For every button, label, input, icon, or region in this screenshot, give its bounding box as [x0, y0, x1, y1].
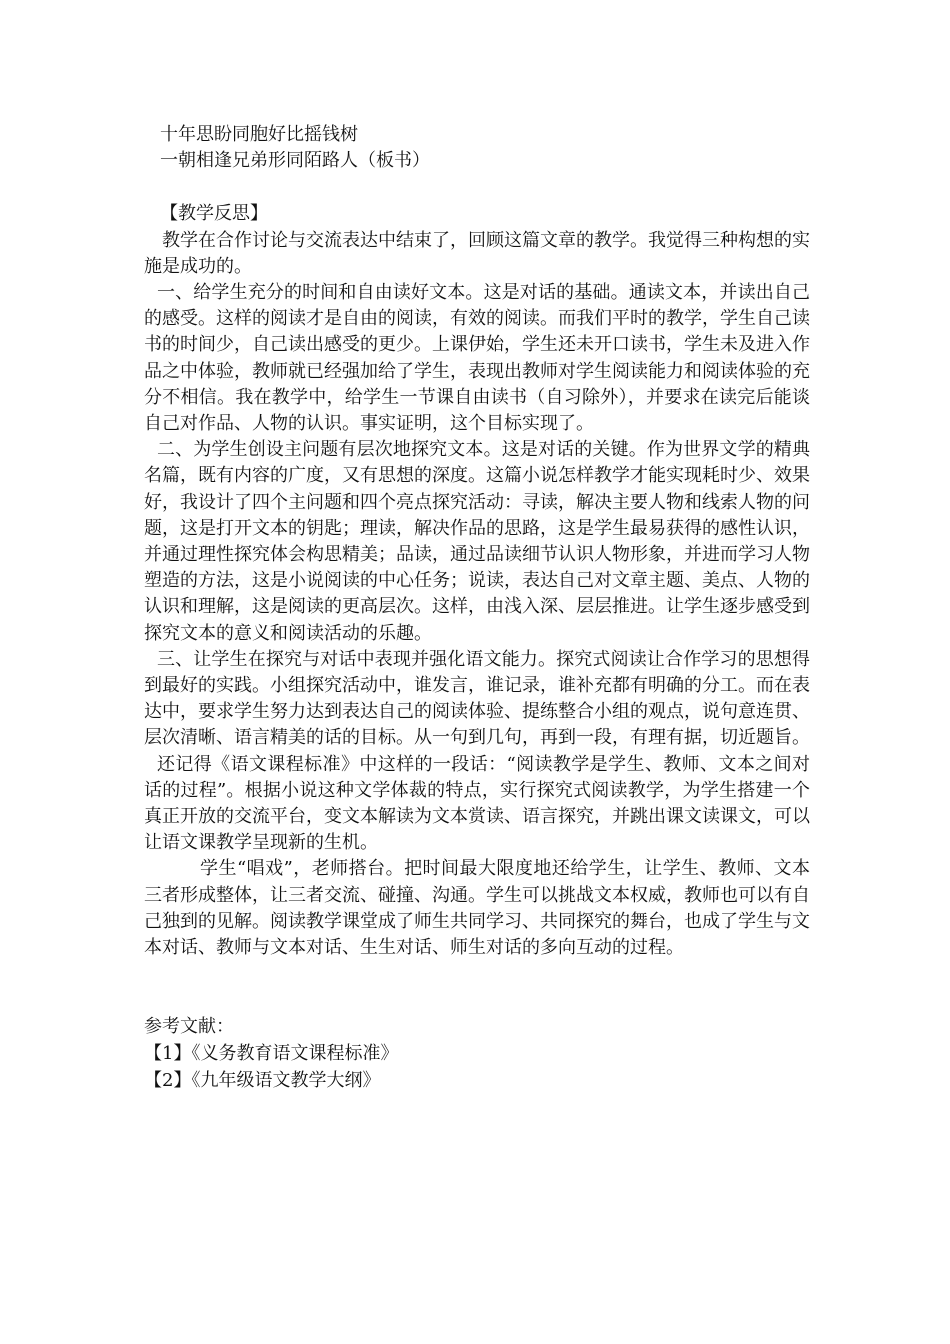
reflection-closing: 学生“唱戏”，老师搭台。把时间最大限度地还给学生，让学生、教师、文本三者形成整体，让三者交流、碰撞、沟通。学生可以挑战文本权威，教师也可以有自己独到的见解。阅读教学课堂成了师生共同学习、共同探究的舞台，也成了学生与文本对话、教师与文本对话、生生对话、师生对话的多向互动的过程。 [144, 858, 810, 959]
reference-item-2: 【2】《九年级语文教学大纲》 [144, 1070, 381, 1092]
couplet-line-1: 十年思盼同胞好比摇钱树 [160, 124, 358, 145]
section-title [160, 201, 810, 227]
board-couplet [160, 122, 810, 174]
reflection-intro: 教学在合作讨论与交流表达中结束了，回顾这篇文章的教学。我觉得三种构想的实施是成功的。 [144, 229, 810, 277]
spacer [144, 961, 810, 1013]
references [144, 1013, 810, 1094]
reflection-point-3: 三、让学生在探究与对话中表现并强化语文能力。探究式阅读让合作学习的思想得到最好的实践。小组探究活动中，谁发言，谁记录，谁补充都有明确的分工。而在表达中，要求学生努力达到表达自己的阅读体验、提练整合小组的观点，说句意连贯、层次清晰、语言精美的话的目标。从一句到几句，再到一段，有理有据，切近题旨。 [144, 648, 810, 749]
reflection-point-2: 二、为学生创设主问题有层次地探究文本。这是对话的关键。作为世界文学的精典名篇，既有内容的广度，又有思想的深度。这篇小说怎样教学才能实现耗时少、效果好，我设计了四个主问题和四个亮点探究活动：寻读，解决主要人物和线索人物的问题，这是打开文本的钥匙；理读，解决作品的思路，这是学生最易获得的感性认识，并通过理性探究体会构思精美；品读，通过品读细节认识人物形象，并进而学习人物塑造的方法，这是小说阅读的中心任务；说读，表达自己对文章主题、美点、人物的认识和理解，这是阅读的更高层次。这样，由浅入深、层层推进。让学生逐步感受到探究文本的意义和阅读活动的乐趣。 [144, 439, 810, 644]
reflection-title: 【教学反思】 [160, 203, 268, 225]
spacer [144, 174, 810, 201]
document-page [144, 122, 810, 1094]
reflection-standard: 还记得《语文课程标准》中这样的一段话：“阅读教学是学生、教师、文本之间对话的过程”。根据小说这种文学体裁的特点，实行探究式阅读教学，为学生搭建一个真正开放的交流平台，变文本解读为文本赏读、语言探究，并跳出课文读课文，可以让语文课教学呈现新的生机。 [144, 753, 810, 854]
reference-item-1: 【1】《义务教育语文课程标准》 [144, 1043, 399, 1065]
references-heading: 参考文献： [144, 1016, 234, 1038]
couplet-line-2: 一朝相逢兄弟形同陌路人（板书） [160, 150, 430, 172]
reflection-point-1: 一、给学生充分的时间和自由读好文本。这是对话的基础。通读文本，并读出自己的感受。这样的阅读才是自由的阅读，有效的阅读。而我们平时的教学，学生自己读书的时间少，自己读出感受的更少。上课伊始，学生还未开口读书，学生未及进入作品之中体验，教师就已经强加给了学生，表现出教师对学生阅读能力和阅读体验的充分不相信。我在教学中，给学生一节课自由读书（自习除外），并要求在读完后能谈自己对作品、人物的认识。事实证明，这个目标实现了。 [144, 282, 810, 435]
